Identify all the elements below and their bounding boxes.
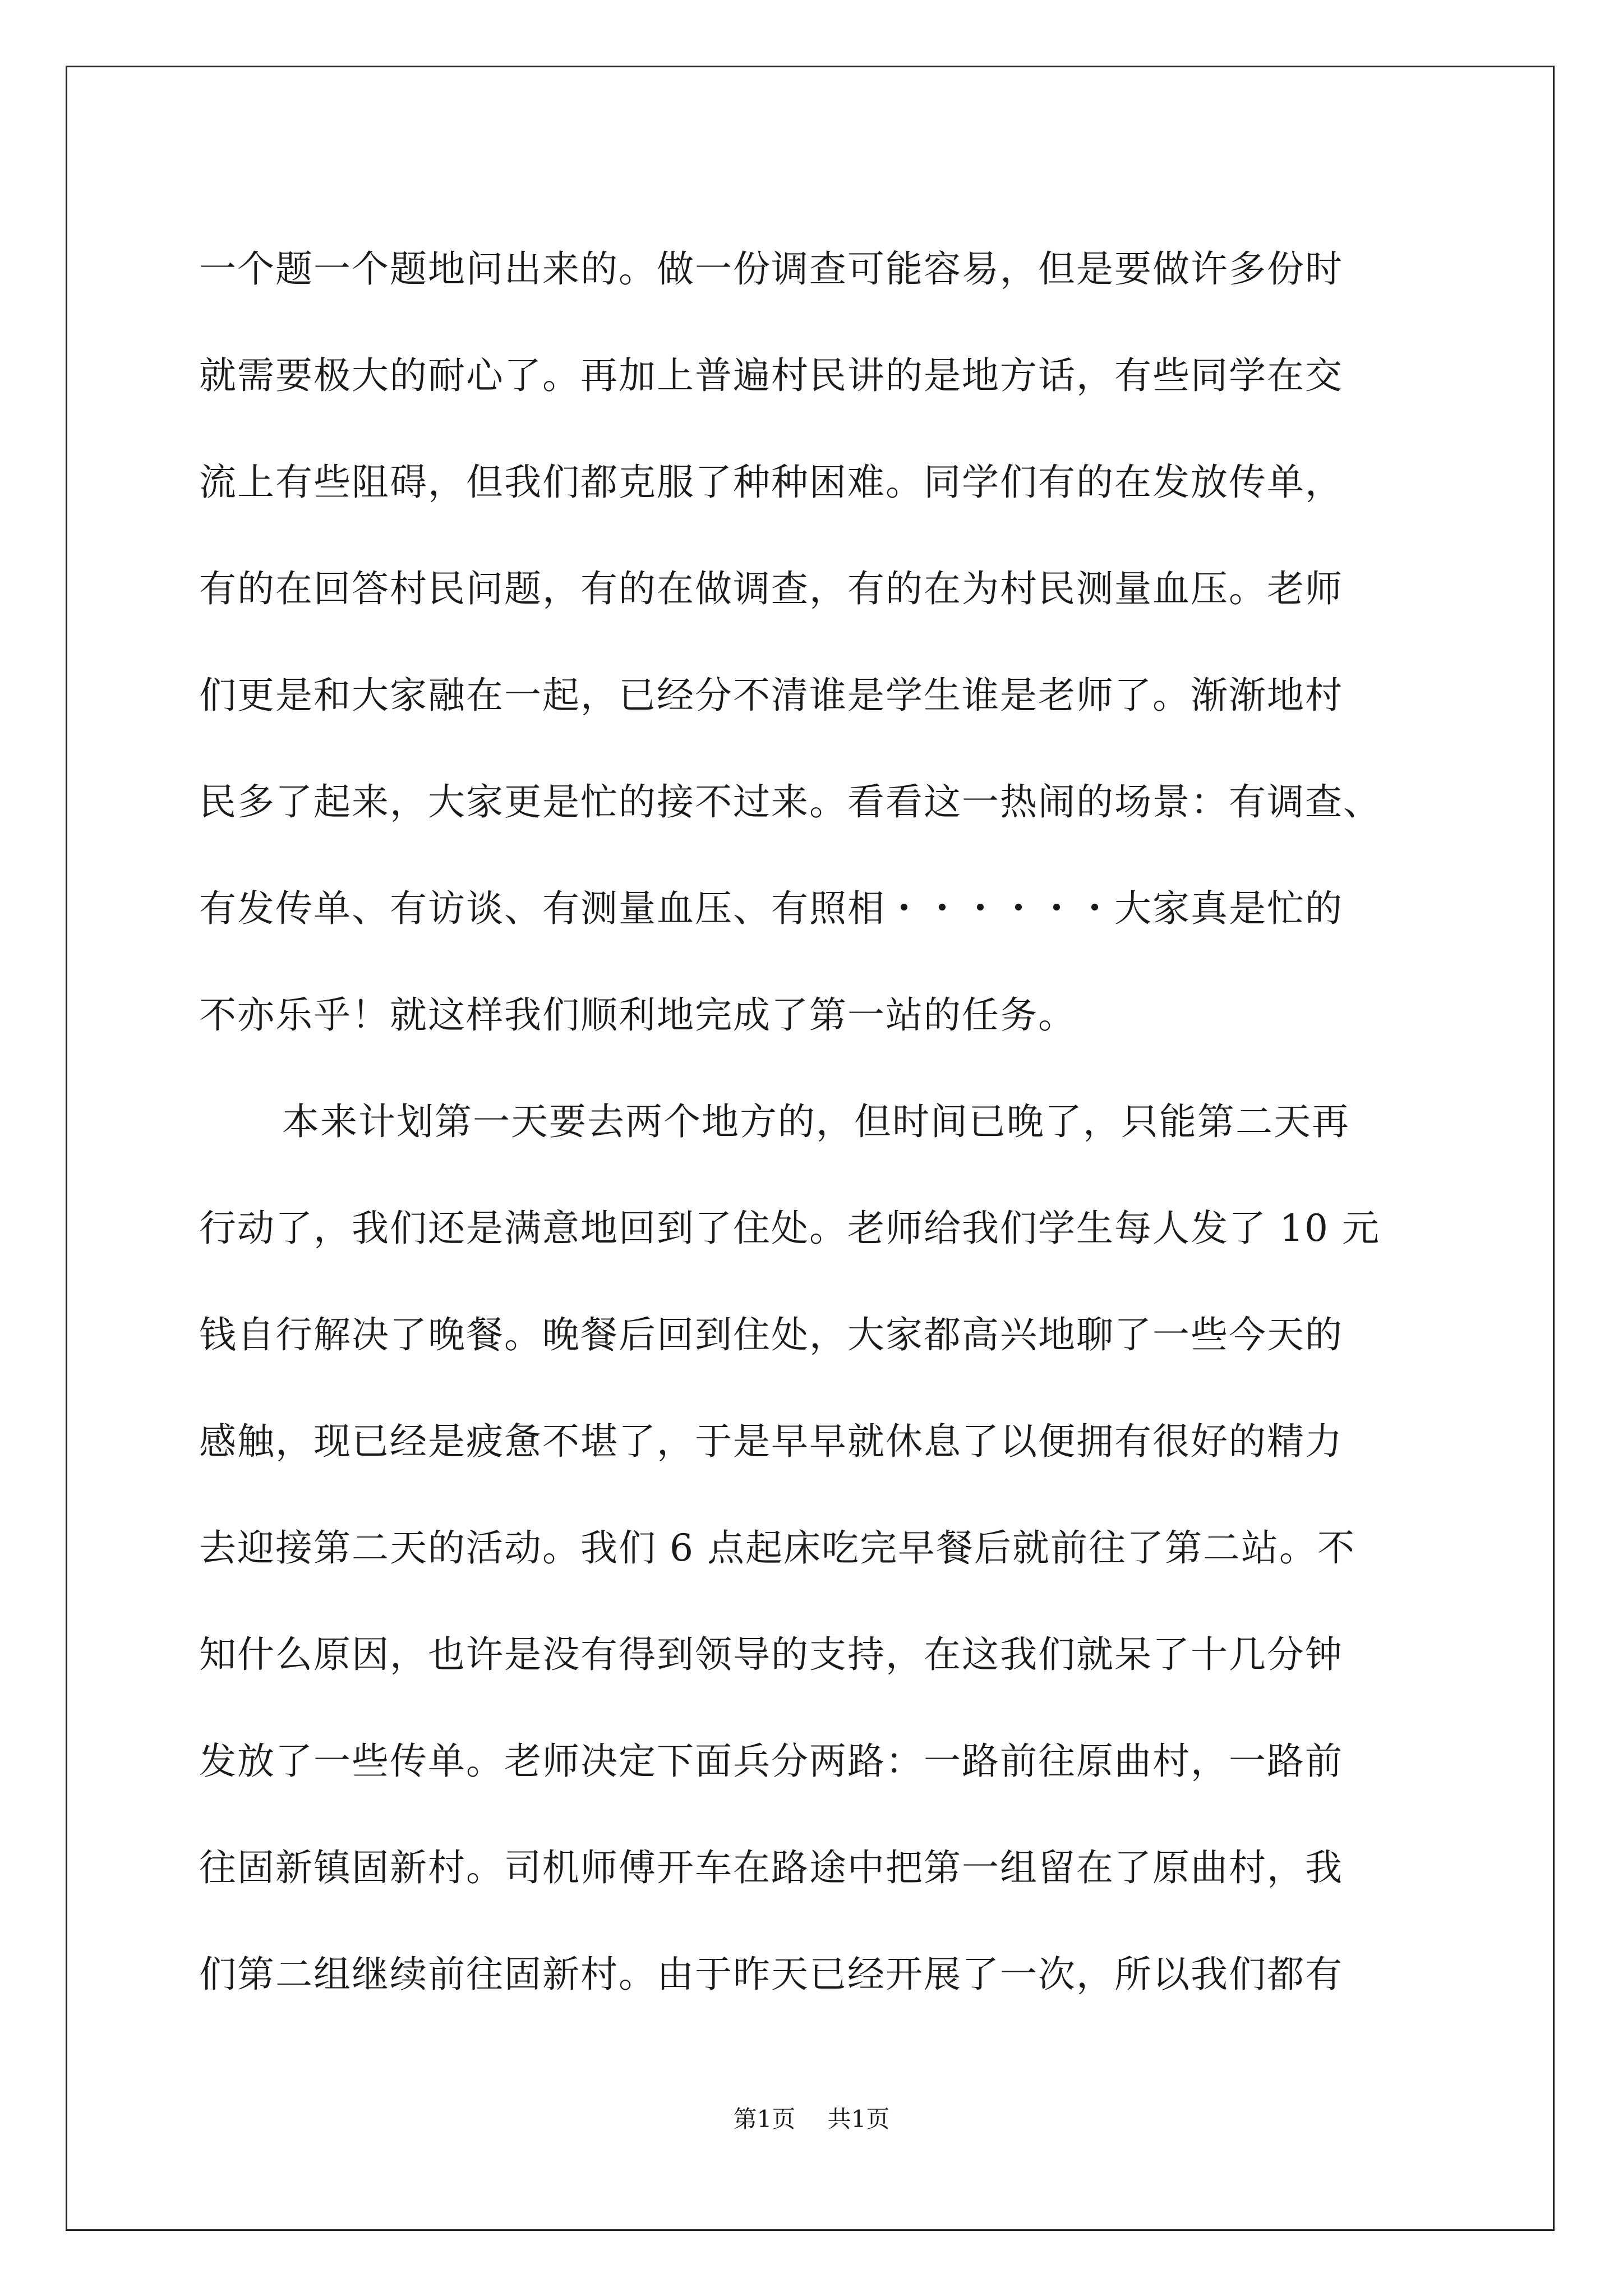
text-line: 们更是和大家融在一起，已经分不清谁是学生谁是老师了。渐渐地村 [199, 674, 1343, 717]
page-number: 第1页 [733, 2105, 796, 2133]
page-total: 共1页 [827, 2105, 890, 2133]
text-line: 去迎接第二天的活动。我们 6 点起床吃完早餐后就前往了第二站。不 [199, 1526, 1355, 1570]
text-line: 感触，现已经是疲惫不堪了，于是早早就休息了以便拥有很好的精力 [199, 1420, 1343, 1463]
text-line: 往固新镇固新村。司机师傅开车在路途中把第一组留在了原曲村，我 [199, 1846, 1343, 1889]
text-line: 流上有些阻碍，但我们都克服了种种困难。同学们有的在发放传单， [199, 461, 1343, 504]
text-line: 不亦乐乎！就这样我们顺利地完成了第一站的任务。 [199, 993, 1076, 1037]
text-line: 发放了一些传单。老师决定下面兵分两路：一路前往原曲村，一路前 [199, 1740, 1343, 1783]
text-line: 本来计划第一天要去两个地方的，但时间已晚了，只能第二天再 [282, 1100, 1350, 1143]
text-line: 有的在回答村民问题，有的在做调查，有的在为村民测量血压。老师 [199, 567, 1343, 610]
text-line: 知什么原因，也许是没有得到领导的支持，在这我们就呆了十几分钟 [199, 1633, 1343, 1676]
text-line: 们第二组继续前往固新村。由于昨天已经开展了一次，所以我们都有 [199, 1953, 1343, 1996]
text-line: 民多了起来，大家更是忙的接不过来。看看这一热闹的场景：有调查、 [199, 780, 1381, 823]
text-line: 有发传单、有访谈、有测量血压、有照相・・・・・・大家真是忙的 [199, 887, 1343, 930]
text-line: 行动了，我们还是满意地回到了住处。老师给我们学生每人发了 10 元 [199, 1207, 1380, 1250]
text-line: 钱自行解决了晚餐。晚餐后回到住处，大家都高兴地聊了一些今天的 [199, 1313, 1343, 1356]
page-footer [0, 2102, 1623, 2136]
document-body [199, 216, 1430, 2028]
text-line: 一个题一个题地问出来的。做一份调查可能容易，但是要做许多份时 [199, 247, 1343, 291]
text-line: 就需要极大的耐心了。再加上普遍村民讲的是地方话，有些同学在交 [199, 354, 1343, 397]
